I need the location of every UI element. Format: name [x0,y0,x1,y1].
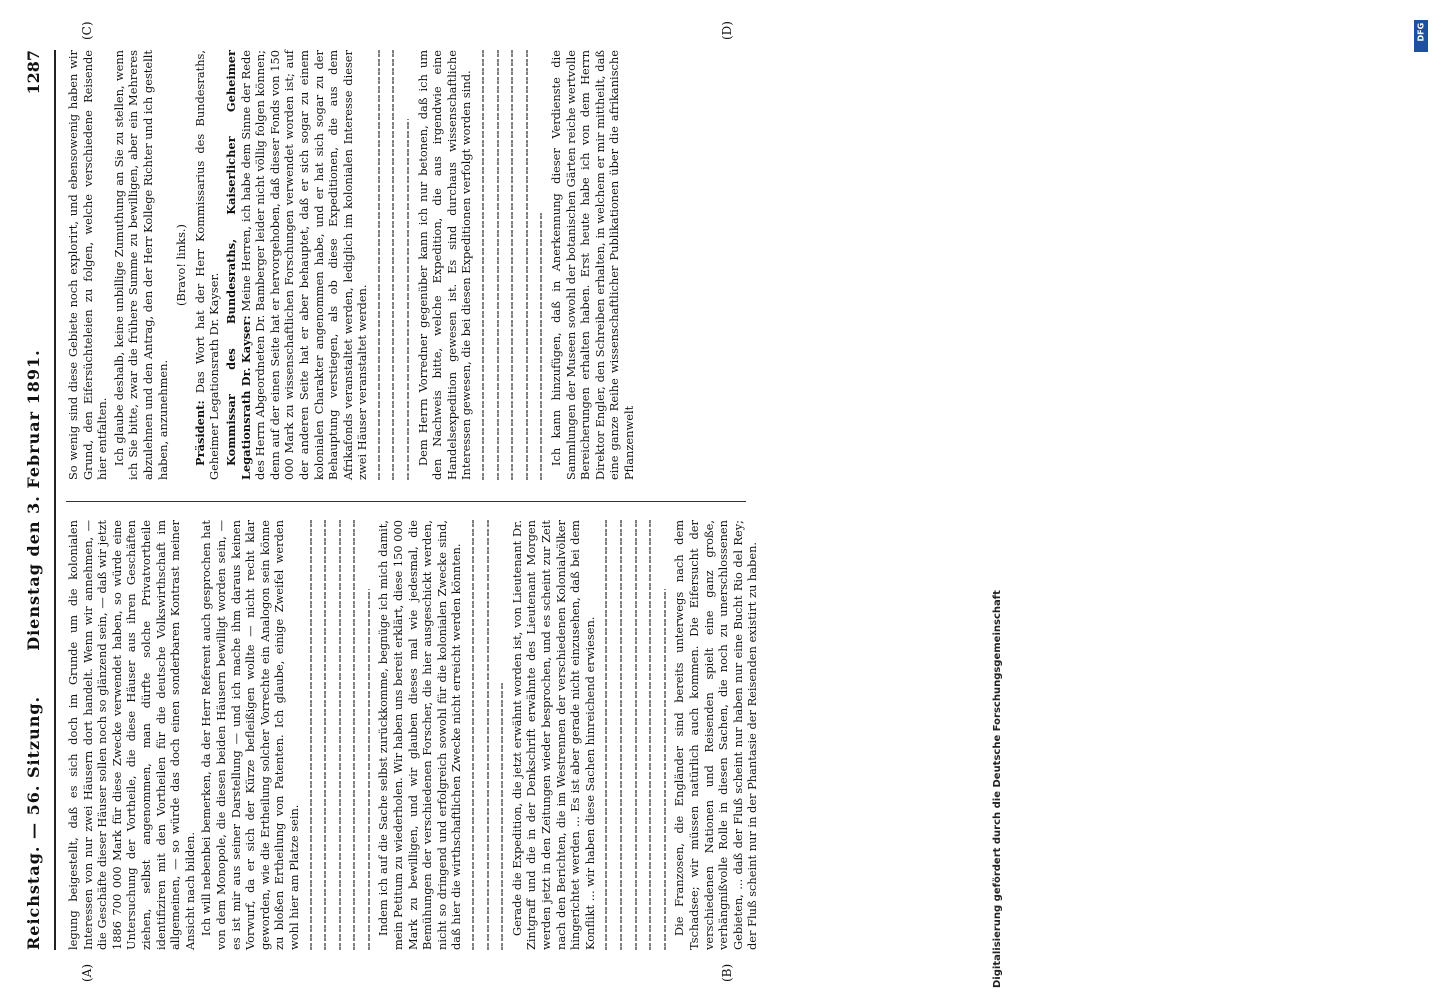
margin-letter-c: (C) [80,21,94,40]
header-date: Dienstag den 3. Februar 1891. [24,349,43,651]
print-line [491,50,506,480]
margin-letter-b: (B) [720,963,734,982]
print-line [643,520,658,950]
print-line [520,50,535,480]
print-line [401,50,416,480]
print-line [614,520,629,950]
president-text: Das Wort hat der Herr Kommissarius des Bundesraths, Geheimer Legationsrath Dr. Kayser. [192,50,222,480]
margin-letter-d: (D) [720,21,734,40]
left-paragraph-4: Gerade die Expedition, die jetzt erwähnt worden ist, von Lieutenant Dr. Zintgraff und die in der Denkschrift erwähnte des Lieutenant Morgen werden jetzt in den Zeitungen wieder besprochen, und es scheint zur Zeit nach den Berichten, die im Westrennen der verschiedenen Kolonialvölker hingerichtet werden ... Es ist aber gerade nicht einzusehen, daß bei dem Konflikt ... wir haben diese Sachen hinreichend erwiesen. [509,520,597,950]
applause-note: (Bravo! links.) [174,224,189,306]
president-label: Präsident: [192,400,207,466]
header-session: Reichstag. — 56. Sitzung. [24,695,43,950]
print-line [658,520,673,950]
digitization-credit: Digitalisierung gefördert durch die Deutsche Forschungsgemeinschaft [992,590,1003,988]
kommissar-speech: Meine Herren, ich habe dem Sinne der Rede des Herrn Abgeordneten Dr. Bamberger leider nicht völlig folgen können; denn auf der einen Seite hat er hervorgehoben, daß dieser Fonds von 150 000 Mark zu wissenschaftlichen Forschungen verwendet worden ist; auf der anderen Seite hat er aber behauptet, daß er sich sogar zu einem kolonialen Charakter angenommen habe, und er hat sich sogar zu der Behauptung verstiegen, als ob diese Expeditionen, die aus dem Afrikafonds veranstaltet werden, lediglich im kolonialen Interesse dieser zwei Häuser veranstaltet werden. [238,50,370,480]
print-line [466,520,481,950]
print-line [481,520,496,950]
right-paragraph-2: Ich glaube deshalb, keine unbillige Zumuthung an Sie zu stellen, wenn ich Sie bitte, zwar die frühere Summe zu bewilligen, aber ein Mehreres abzulehnen und den Antrag, den der Herr Kollege Richter und ich gestellt haben, anzunehmen. [111,50,170,480]
right-paragraph-5: Ich kann hinzufügen, daß in Anerkennung dieser Verdienste die Sammlungen der Museen sowohl der botanischen Gärten reiche wertvolle Bereicherungen erhalten haben. Erst heute habe ich von dem Herrn Direktor Engler, den Schreiben erhalten, in welchem er mir mittheilt, daß eine ganze Reihe wissenschaftlicher Publikationen über die afrikanische Pflanzenwelt [549,50,636,480]
header-page-number: 1287 [24,50,43,95]
print-line [362,520,377,950]
print-line [534,50,549,480]
right-paragraph-1: So wenig sind diese Gebiete noch explorirt, und ebensowenig haben wir Grund, den Eifersüchteleien zu folgen, welche verschiedene Reisende hier entfalten. [66,50,110,480]
left-paragraph-2: Ich will nebenbei bemerken, da der Herr Referent auch gesprochen hat von dem Monopole, die diesen beiden Häusern bewilligt worden sein, — es ist mir aus seiner Darstellung — und ich mache ihm daraus keinen Vorwurf, da er sich der Kürze befleißigen wollte — nicht recht klar geworden, wie die Ertheilung solcher Vorrechte ein Analogon sein könne zu bloßen Ertheilung von Patenten. Ich glaube, einige Zweifel werden wohl hier am Platze sein. [199,520,301,950]
print-line [629,520,644,950]
dfg-logo [1414,20,1428,52]
left-paragraph-3: Indem ich auf die Sache selbst zurückkomme, begnüge ich mich damit, mein Petitum zu wiederholen. Wir haben uns bereit erklärt, diese 150 000 Mark zu bewilligen, und wir glauben dieses mal wie jedesmal, die Bemühungen der verschiedenen Forscher, die hier ausgeschickt werden, nicht so dringend und erfolgreich sowohl für die kolonialen Zwecke sind, daß hier die wirthschaftlichen Zwecke nicht erreicht werden könnten. [376,520,464,950]
right-paragraph-4: Dem Herrn Vorredner gegenüber kann ich nur betonen, daß ich um den Nachweis bitte, welche Expedition, die aus irgendwie eine Handelsexpedition gewesen ist. Es sind durchaus wissenschaftliche Interessen gewesen, die bei diesen Expeditionen verfolgt worden sind. [415,50,474,480]
header-rule [54,50,56,950]
right-column [66,50,639,480]
kommissar-label: Kommissar des Bundesraths, Kaiserlicher Geheimer Legationsrath Dr. Kayser: [223,50,253,480]
print-line [333,520,348,950]
print-line [304,520,319,950]
print-line [476,50,491,480]
left-paragraph-1: legung beigestellt, daß es sich doch im Grunde um die kolonialen Interessen von nur zwei Häusern dort handelt. Wenn wir annehmen, — die Geschäfte dieser Häuser sollen noch so glänzend sein, — daß wir jetzt 1886 700 000 Mark für diese Zwecke verwendet haben, so würde eine Untersuchung der Vortheile, die diese Häuser aus ihren Geschäften ziehen, selbst angenommen, man dürfte solche Privatvortheile identifiziren mit den Vortheilen für die deutsche Volkswirthschaft im allgemeinen, — so würde das doch einen sonderbaren Kontrast meiner Ansicht nach bilden. [66,520,197,950]
print-line [505,50,520,480]
print-line [372,50,387,480]
left-column [66,520,762,950]
page-header [18,50,54,950]
column-separator [66,501,746,502]
print-line [347,520,362,950]
left-paragraph-5: Die Franzosen, die Engländer sind bereits unterwegs nach dem Tschadsee; wir müssen natürlich auch kommen. Die Eifersucht der verschiedenen Nationen und Reisenden spielt eine ganz große, verhängnißvolle Rolle in diesen Sachen, die noch zu unerschlossenen Gebieten, ... daß der Fluß scheint nur haben nur eine Bucht Rio del Rey; der Fluß scheint nur in der Phantasie der Reisenden existirt zu haben. [672,520,760,950]
print-line [495,520,510,950]
print-line [386,50,401,480]
print-line [318,520,333,950]
margin-letter-a: (A) [80,963,94,982]
print-line [599,520,614,950]
dfg-logo-text: DFG [1416,22,1426,42]
